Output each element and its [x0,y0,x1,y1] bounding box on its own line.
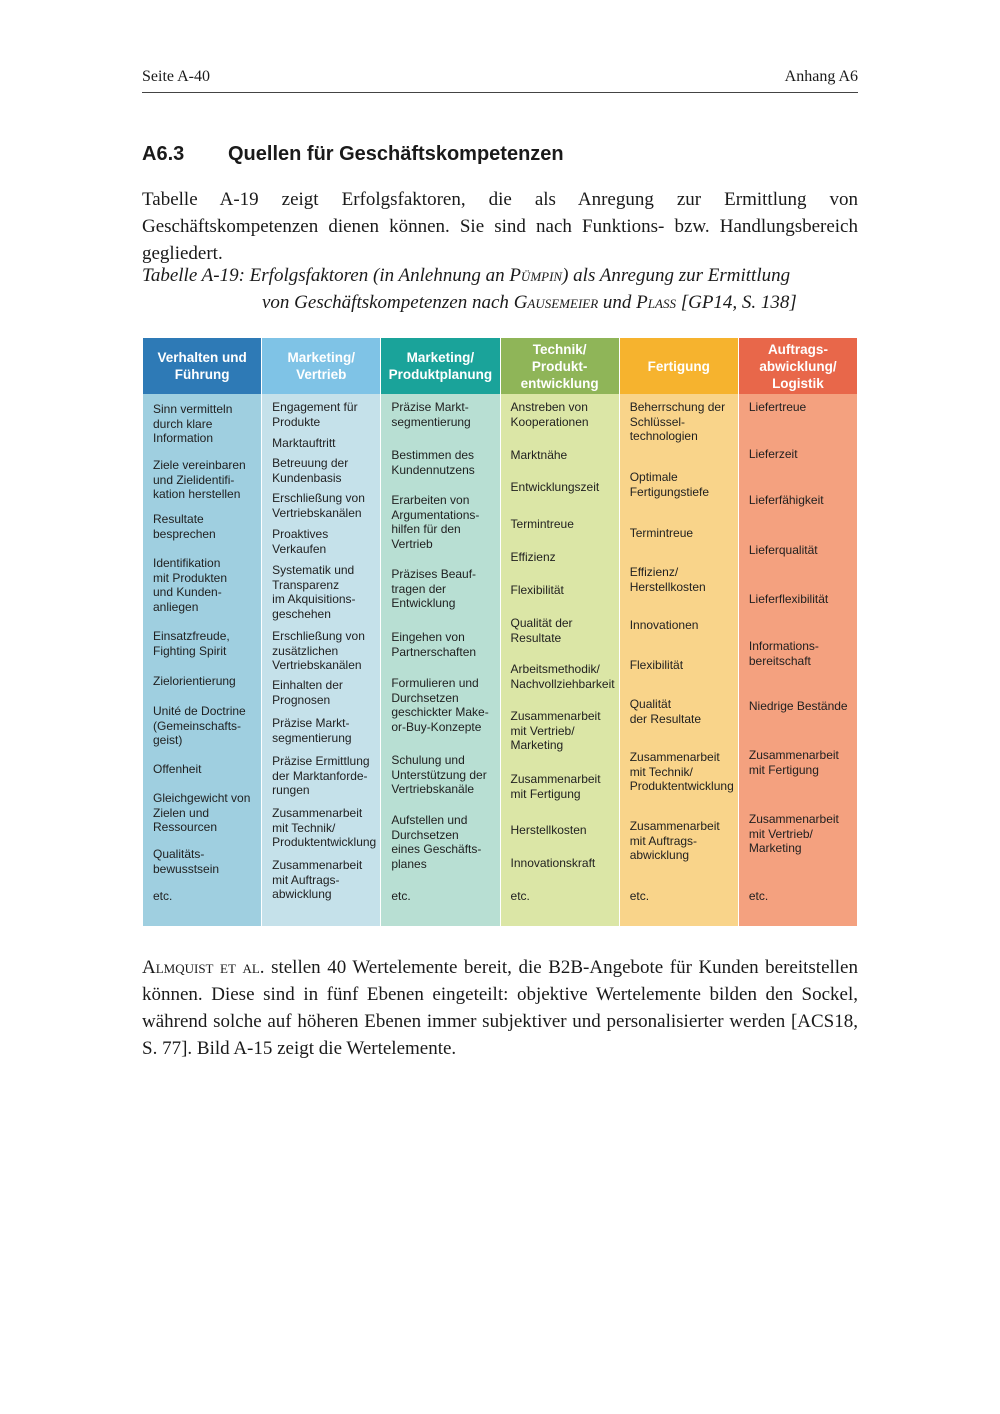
success-factor: Zusammenarbeit mit Vertrieb/ Marketing [510,709,601,752]
success-factor: Betreuung der Kundenbasis [272,456,349,485]
success-factor: Unité de Doctrine (Gemeinschafts- geist) [153,704,246,747]
page-number: Seite A-40 [142,68,210,85]
success-factor: Qualitäts- bewusstsein [153,847,220,876]
success-factor: Präzise Markt- segmentierung [272,716,352,745]
success-factor: Systematik und Transparenz im Akquisitions- geschehen [272,563,356,621]
success-factor: Zusammenarbeit mit Auftrags- abwicklung [272,858,363,901]
success-factor: Zusammenarbeit mit Vertrieb/ Marketing [748,812,839,855]
success-factor: Einsatzfreude, Fighting Spirit [153,629,230,658]
success-factor: Präzises Beauf- tragen der Entwicklung [391,567,477,610]
intro-paragraph: Tabelle A-19 zeigt Erfolgsfaktoren, die als Anregung zur Ermittlung von Geschäftskompetenzen dienen können. Sie sind nach Funktions- bzw. Handlungsbereich gegliedert. [142,189,858,264]
success-factor: Termintreue [510,517,574,531]
column-body [501,394,619,926]
success-factor: Zielorientierung [153,674,236,688]
success-factor: Gleichgewicht von Zielen und Ressourcen [153,791,251,834]
caption-author-puempin: Pümpin [509,265,563,286]
table-column [262,338,381,926]
success-factor: Schulung und Unterstützung der Vertriebskanäle [391,753,487,796]
success-factor: Niedrige Bestände [748,699,848,713]
success-factor: etc. [510,889,530,903]
caption-author-plass: Plass [636,292,676,313]
success-factors-table [143,338,857,926]
success-factor: etc. [153,889,173,903]
success-factor: Zusammenarbeit mit Technik/ Produktentwicklung [629,750,734,793]
table-column [381,338,500,926]
success-factor: Offenheit [153,762,202,776]
success-factor: Resultate besprechen [153,512,216,541]
section-heading [142,143,564,166]
success-factor: etc. [748,889,769,903]
success-factor: Ziele vereinbaren und Zielidentifi- kation herstellen [153,458,246,501]
success-factor: Liefertreue [748,400,807,414]
success-factor: Aufstellen und Durchsetzen eines Geschäfts- planes [391,813,482,871]
success-factor: Flexibilität [510,583,564,597]
success-factor: Innovationen [629,618,699,632]
success-factor: Informations- bereitschaft [748,639,819,668]
success-factor: Lieferqualität [748,543,818,557]
success-factor: etc. [391,889,411,903]
success-factor: Qualität der Resultate [510,616,573,645]
caption-text: Erfolgsfaktoren (in Anlehnung an [249,265,510,286]
success-factor: Engagement für Produkte [272,400,358,429]
success-factor: Präzise Markt- segmentierung [391,400,471,429]
column-body [381,394,499,926]
success-factor: Qualität der Resultate [629,697,702,726]
success-factor: Flexibilität [629,658,684,672]
success-factor: Entwicklungszeit [510,480,600,494]
success-factor: Marktauftritt [272,436,336,450]
page-header [142,66,858,93]
success-factor: Lieferflexibilität [748,592,829,606]
column-body [620,394,738,926]
success-factor: Anstreben von Kooperationen [510,400,589,429]
success-factor: Optimale Fertigungstiefe [629,470,710,499]
success-factor: Sinn vermitteln durch klare Information [153,402,233,445]
caption-author-gausemeier: Gausemeier [513,292,599,313]
success-factor: Formulieren und Durchsetzen geschickter Make- or-Buy-Konzepte [391,676,489,734]
table-column [620,338,739,926]
column-body [739,394,857,926]
column-header: Marketing/ Vertrieb [262,338,380,394]
column-header: Auftrags- abwicklung/ Logistik [739,338,857,394]
caption-label: Tabelle A-19: [142,265,245,286]
author-almquist: Almquist et al. [142,957,265,978]
column-header: Marketing/ Produktplanung [381,338,499,394]
success-factor: Lieferfähigkeit [748,493,824,507]
success-factor: Einhalten der Prognosen [272,678,343,707]
table-column [739,338,857,926]
success-factor: Effizienz/ Herstellkosten [629,565,706,594]
table-column [143,338,262,926]
column-header: Fertigung [620,338,738,394]
table-caption [142,262,858,316]
success-factor: Arbeitsmethodik/ Nachvollziehbarkeit [510,662,615,691]
caption-text: ) als Anregung zur Ermittlung [562,265,791,286]
column-body [143,394,261,926]
success-factor: Lieferzeit [748,447,798,461]
chapter-label: Anhang A6 [784,68,858,85]
success-factor: Termintreue [629,526,694,540]
closing-paragraph-text: stellen 40 Wertelemente bereit, die B2B-Angebote für Kunden bereitstellen können. Diese sind in fünf Ebenen eingeteilt: objektive Wertelemente bilden den Sockel, während solche auf höheren Ebenen immer subjektiver und personalisierter werden [ACS18, S. 77]. Bild A-15 zeigt die Wertelemente. [142,957,858,1059]
success-factor: etc. [629,889,650,903]
caption-text: und [598,292,637,313]
success-factor: Innovationskraft [510,856,596,870]
caption-text: von Geschäftskompetenzen nach [262,292,514,313]
success-factor: Zusammenarbeit mit Fertigung [510,772,601,801]
success-factor: Beherrschung der Schlüssel- technologien [629,400,726,443]
success-factor: Herstellkosten [510,823,587,837]
success-factor: Zusammenarbeit mit Auftrags- abwicklung [629,819,720,862]
caption-citation: [GP14, S. 138] [675,292,797,313]
column-header: Technik/ Produkt- entwicklung [501,338,619,394]
table-column [501,338,620,926]
success-factor: Marktnähe [510,448,568,462]
column-body [262,394,380,926]
closing-paragraph [142,954,858,1062]
success-factor: Bestimmen des Kundennutzens [391,448,475,477]
success-factor: Eingehen von Partnerschaften [391,630,477,659]
success-factor: Effizienz [510,550,556,564]
section-title: Quellen für Geschäftskompetenzen [228,143,564,165]
success-factor: Präzise Ermittlung der Marktanforde- rungen [272,754,370,797]
success-factor: Erarbeiten von Argumentations- hilfen für den Vertrieb [391,493,480,551]
success-factor: Zusammenarbeit mit Technik/ Produktentwicklung [272,806,377,849]
section-number: A6.3 [142,143,185,165]
success-factor: Identifikation mit Produkten und Kunden- anliegen [153,556,228,614]
success-factor: Proaktives Verkaufen [272,527,329,556]
success-factor: Erschließung von Vertriebskanälen [272,491,365,520]
success-factor: Erschließung von zusätzlichen Vertriebskanälen [272,629,365,672]
column-header: Verhalten und Führung [143,338,261,394]
success-factor: Zusammenarbeit mit Fertigung [748,748,839,777]
